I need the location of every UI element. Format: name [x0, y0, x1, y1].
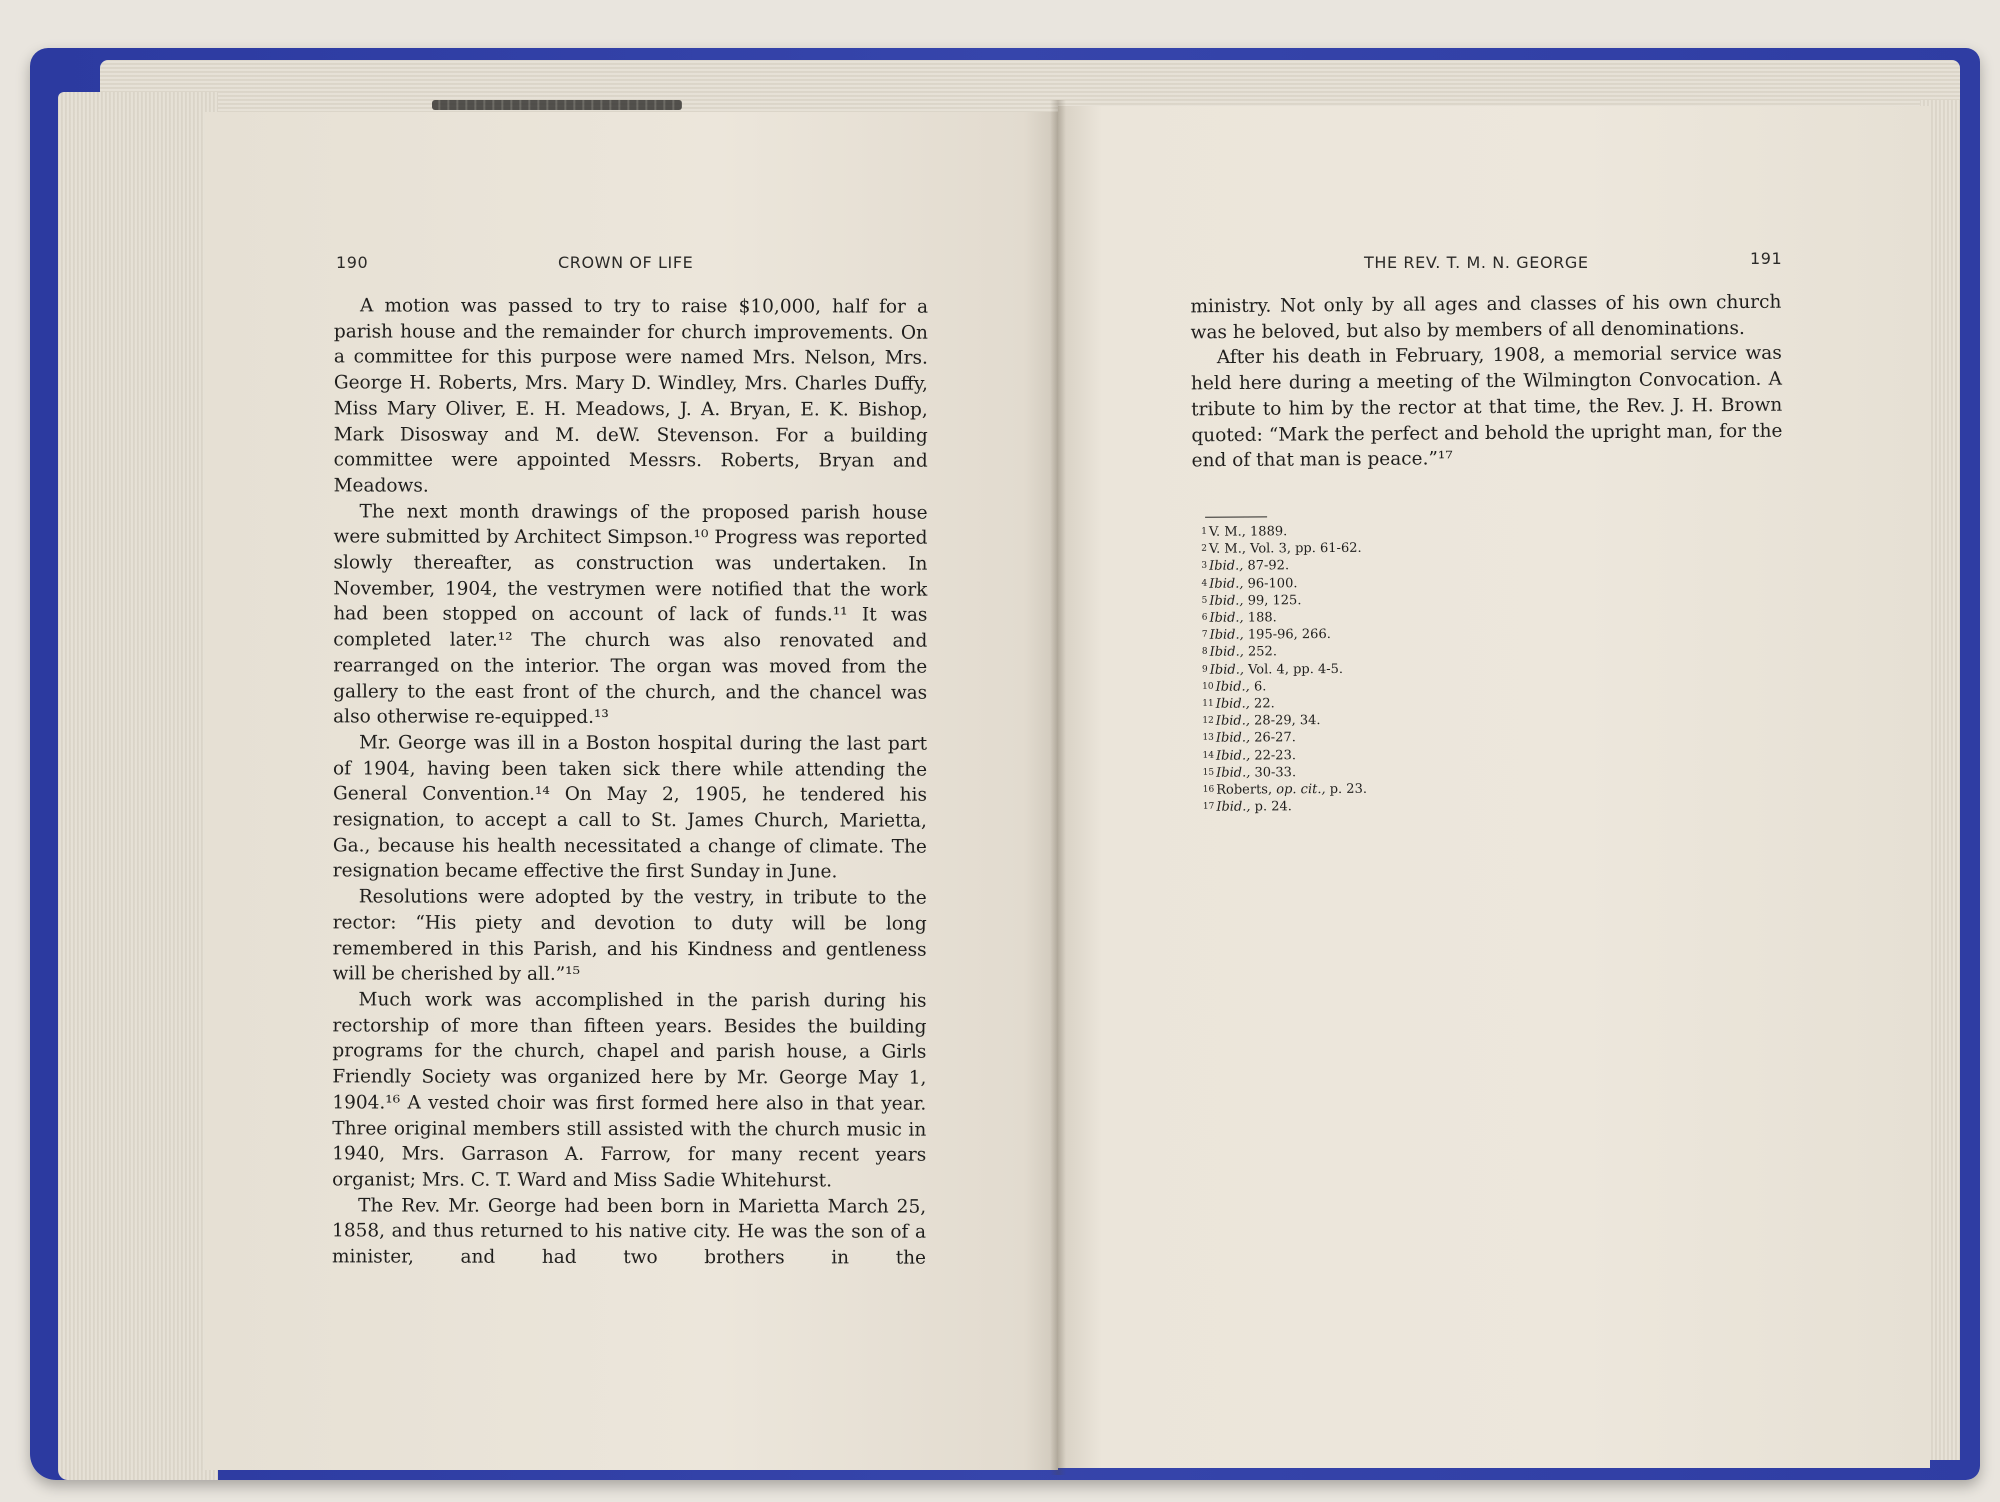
footnote-text: Roberts,	[1216, 782, 1277, 798]
footnote-number: 16	[1202, 784, 1215, 795]
footnote-3	[1201, 557, 1461, 576]
footnote-number: 5	[1201, 595, 1208, 606]
footnote-1	[1201, 522, 1461, 541]
footnote-ibid: Ibid.,	[1216, 765, 1251, 781]
footnote-17	[1203, 797, 1463, 816]
footnote-rule	[1205, 516, 1267, 517]
page-edges-left	[58, 92, 218, 1480]
left-page-number: 190	[336, 253, 369, 272]
footnote-number: 17	[1202, 801, 1215, 813]
footnote-number: 2	[1201, 543, 1208, 554]
footnote-text: Vol. 4, pp. 4-5.	[1243, 661, 1344, 678]
footnote-6	[1202, 608, 1462, 627]
footnote-text: 252.	[1243, 644, 1277, 660]
footnote-number: 7	[1201, 629, 1208, 641]
footnote-number: 13	[1202, 733, 1214, 744]
right-page-text	[1190, 290, 1782, 475]
spine-lettering	[432, 100, 682, 110]
footnote-ibid: Ibid.,	[1215, 730, 1251, 747]
paragraph: After his death in February, 1908, a memorial service was held here during a meeting of the Wilmington Convocation. A tribute to him by the rector at that time, the Rev. J. H. Brown quoted: “Mark the perfect and behold the upright man, for the end of that man is peace.”¹⁷	[1190, 343, 1783, 472]
footnote-number: 11	[1202, 698, 1214, 709]
footnote-text: 96-100.	[1243, 575, 1298, 592]
footnote-2	[1201, 539, 1461, 558]
footnote-text: V. M., 1889.	[1208, 524, 1288, 540]
book-gutter	[1050, 100, 1066, 1475]
footnote-number: 15	[1202, 767, 1215, 778]
footnote-5	[1202, 591, 1462, 610]
footnote-7	[1202, 625, 1462, 644]
footnote-number: 3	[1201, 561, 1208, 572]
paragraph: ministry. Not only by all ages and classes of his own church was he beloved, but also by members of all denominations.	[1190, 291, 1782, 344]
left-running-head: CROWN OF LIFE	[558, 253, 694, 272]
footnote-8	[1202, 643, 1462, 662]
footnote-12	[1202, 711, 1462, 730]
footnote-number: 12	[1202, 715, 1214, 727]
footnote-11	[1202, 694, 1462, 713]
footnote-text: 22.	[1249, 696, 1275, 712]
footnote-number: 14	[1202, 750, 1215, 761]
footnote-op-cit: op. cit.,	[1276, 782, 1326, 798]
footnote-ibid: Ibid.,	[1209, 610, 1244, 626]
footnote-10	[1202, 677, 1462, 696]
paragraph: A motion was passed to try to raise $10,000, half for a parish house and the remainder for church improvements. On a committee for this purpose were named Mrs. Nelson, Mrs. George H. Roberts, Mrs. Mary D. Windley, Mrs. Charles Duffy, Miss Mary Oliver, E. H. Meadows, J. A. Bryan, E. K. Bishop, Mark Disosway and M. deW. Stevenson. For a building committee were appointed Messrs. Roberts, Bryan and Meadows.	[333, 295, 929, 497]
footnote-ibid: Ibid.,	[1215, 696, 1250, 712]
right-running-head: THE REV. T. M. N. GEORGE	[1364, 253, 1589, 272]
paragraph: Resolutions were adopted by the vestry, in tribute to the rector: “His piety and devotion to duty will be long remembered in this Parish, and his Kindness and gentleness will be cherished by all.”¹⁵	[332, 886, 927, 986]
footnote-ibid: Ibid.,	[1209, 593, 1244, 609]
footnote-9	[1202, 660, 1462, 679]
footnote-text: 28-29, 34.	[1249, 713, 1321, 729]
footnote-4	[1201, 574, 1461, 593]
footnote-number: 9	[1201, 664, 1208, 675]
left-page-text	[332, 293, 928, 1271]
footnote-14	[1202, 746, 1462, 765]
footnote-text: V. M., Vol. 3, pp. 61-62.	[1208, 541, 1362, 557]
footnote-ibid: Ibid.,	[1215, 679, 1250, 695]
footnote-15	[1203, 763, 1463, 782]
footnote-number: 1	[1201, 526, 1207, 537]
footnote-text: 22-23.	[1250, 747, 1296, 764]
footnote-number: 4	[1201, 578, 1208, 589]
paragraph: The next month drawings of the proposed parish house were submitted by Architect Simpson.¹⁰ Progress was reported slowly thereafter, as construction was undertaken. In November, 1904, the vestrymen were notified that the work had been stopped on account of lack of funds.¹¹ It was completed later.¹² The church was also renovated and rearranged on the interior. The organ was moved from the gallery to the east front of the church, and the chancel was also otherwise re-equipped.¹³	[333, 501, 928, 729]
footnote-number: 6	[1201, 612, 1208, 623]
footnote-ibid: Ibid.,	[1209, 576, 1244, 592]
footnote-text: 195-96, 266.	[1243, 627, 1331, 643]
footnote-ibid: Ibid.,	[1209, 644, 1244, 661]
footnote-ibid: Ibid.,	[1216, 799, 1251, 815]
footnote-text: p. 24.	[1250, 799, 1292, 815]
paragraph: Much work was accomplished in the parish during his rectorship of more than fifteen years. Besides the building programs for the church, chapel and parish house, a Girls Friendly Society was organized here by Mr. George May 1, 1904.¹⁶ A vested choir was first formed here also in that year. Three original members still assisted with the church music in 1940, Mrs. Garrason A. Farrow, for many recent years organist; Mrs. C. T. Ward and Miss Sadie Whitehurst.	[332, 989, 927, 1192]
paragraph: The Rev. Mr. George had been born in Marietta March 25, 1858, and thus returned to his native city. He was the son of a minister, and had two brothers in the	[331, 1195, 927, 1269]
footnote-text: 188.	[1243, 610, 1277, 626]
footnote-text: 87-92.	[1243, 558, 1290, 574]
footnote-number: 8	[1201, 647, 1208, 658]
footnote-text: 99, 125.	[1243, 592, 1302, 609]
footnote-number: 10	[1202, 681, 1214, 692]
footnote-16	[1203, 780, 1463, 799]
paragraph: Mr. George was ill in a Boston hospital during the last part of 1904, having been taken sick there while attending the General Convention.¹⁴ On May 2, 1905, he tendered his resignation, to accept a call to St. James Church, Marietta, Ga., because his health necessitated a change of climate. The resignation became effective the first Sunday in June.	[332, 732, 928, 883]
footnote-tail: p. 23.	[1325, 781, 1368, 798]
footnotes	[1201, 515, 1463, 816]
footnote-text: 26-27.	[1250, 730, 1296, 746]
footnote-ibid: Ibid.,	[1209, 558, 1244, 575]
footnote-ibid: Ibid.,	[1215, 748, 1251, 764]
footnote-text: 30-33.	[1250, 765, 1297, 781]
right-page-number: 191	[1750, 249, 1783, 268]
footnote-ibid: Ibid.,	[1209, 662, 1245, 678]
footnote-text: 6.	[1249, 679, 1267, 695]
footnote-ibid: Ibid.,	[1215, 713, 1251, 729]
footnote-ibid: Ibid.,	[1209, 627, 1244, 643]
footnote-13	[1202, 729, 1462, 748]
